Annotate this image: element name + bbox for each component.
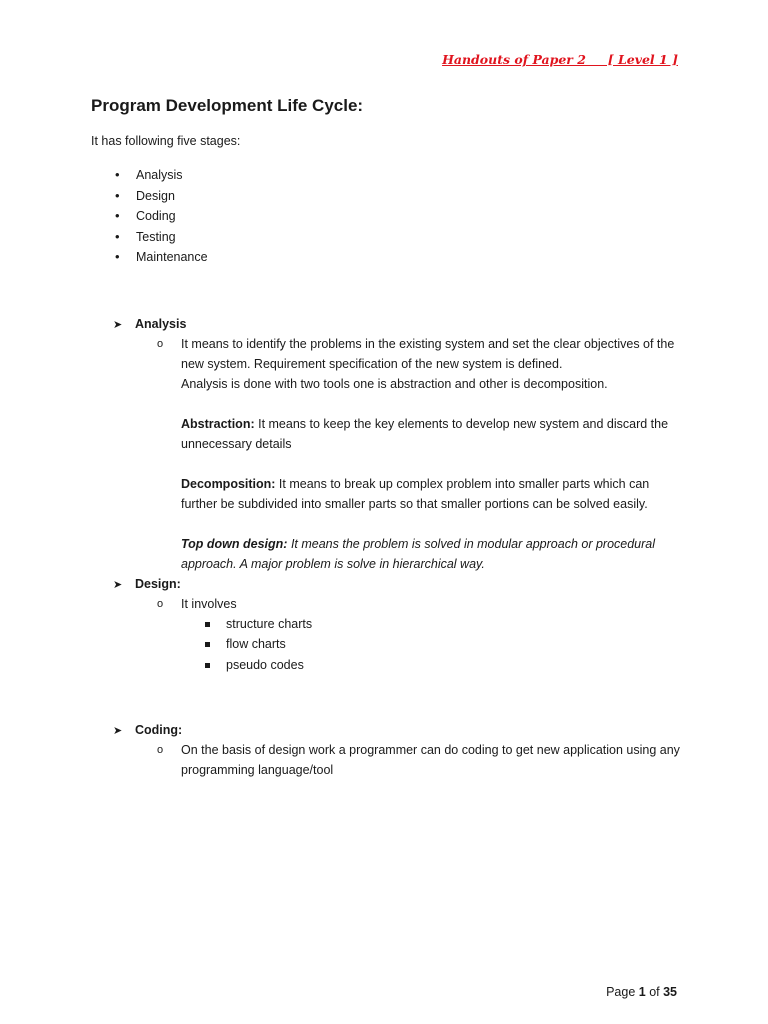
coding-heading <box>113 720 182 741</box>
topdown-text: It means the problem is solved in modular approach or procedural approach. A major problem is solve in hierarchical way. <box>181 537 656 571</box>
decomposition-text: It means to break up complex problem into smaller parts which can further be subdivided into smaller parts so that smaller portions can be solved easily. <box>181 477 650 511</box>
list-item: • Maintenance <box>115 247 208 268</box>
circle-bullet-icon: o <box>157 598 164 610</box>
analysis-text-1: It means to identify the problems in the existing system and set the clear objectives of the new system. Requirement specification of the new system is defined. <box>181 337 675 371</box>
page-separator: of <box>645 985 664 999</box>
list-item: pseudo codes <box>203 655 312 675</box>
decomposition-label: Decomposition: <box>181 477 276 491</box>
page-title: Program Development Life Cycle: <box>91 96 364 115</box>
abstraction-paragraph <box>181 414 681 454</box>
list-item: • Coding <box>115 206 208 227</box>
arrow-bullet-icon: ➤ <box>113 579 123 591</box>
topdown-label: Top down design: <box>181 537 288 551</box>
page-header: Handouts of Paper 2 [ Level 1 ] <box>442 52 678 67</box>
circle-bullet-icon: o <box>157 338 164 350</box>
list-item: • Testing <box>115 227 208 248</box>
analysis-heading-label: Analysis <box>135 317 187 331</box>
abstraction-text: It means to keep the key elements to develop new system and discard the unnecessary details <box>181 417 669 451</box>
list-item: structure charts <box>203 614 312 634</box>
arrow-bullet-icon: ➤ <box>113 725 123 737</box>
page-prefix: Page <box>606 985 639 999</box>
abstraction-label: Abstraction: <box>181 417 255 431</box>
page-number <box>606 982 677 1002</box>
coding-heading-label: Coding: <box>135 723 183 737</box>
design-text: It involves <box>181 597 237 611</box>
circle-bullet-icon: o <box>157 744 164 756</box>
current-page: 1 <box>638 985 646 999</box>
design-items-list <box>203 614 312 675</box>
decomposition-paragraph <box>181 474 681 514</box>
list-item: • Design <box>115 186 208 207</box>
list-item: • Analysis <box>115 165 208 186</box>
topdown-paragraph <box>181 534 681 574</box>
total-pages: 35 <box>663 985 677 999</box>
design-heading <box>113 574 181 595</box>
arrow-bullet-icon: ➤ <box>113 319 123 331</box>
stages-list <box>115 165 208 268</box>
analysis-heading <box>113 314 186 335</box>
coding-text: On the basis of design work a programmer can do coding to get new application using any programming language/tool <box>181 743 680 777</box>
design-heading-label: Design: <box>135 577 181 591</box>
analysis-text-2: Analysis is done with two tools one is abstraction and other is decomposition. <box>181 377 608 391</box>
list-item: flow charts <box>203 634 312 654</box>
intro-text: It has following five stages: <box>91 134 241 148</box>
